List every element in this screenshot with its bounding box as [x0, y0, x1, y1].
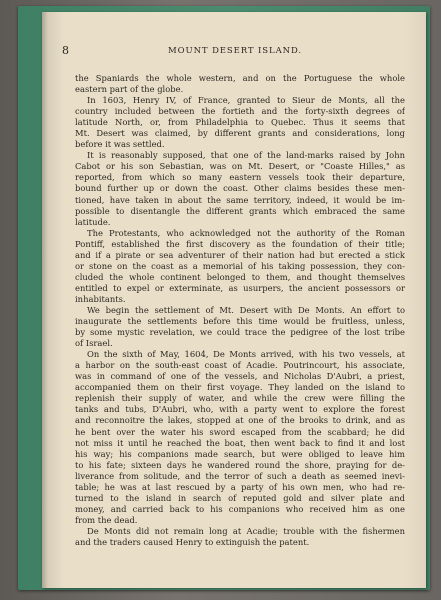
text-line: cluded the whole continent belonged to them, and thought themselves	[75, 271, 405, 282]
text-line: liverance from solitude, and the terror of such a death as seemed inevi-	[75, 470, 405, 481]
paragraph	[75, 526, 405, 548]
text-line: reported, from which so many eastern vessels took their departure,	[75, 172, 405, 183]
text-line: The Protestants, who acknowledged not the authority of the Roman	[87, 227, 405, 238]
text-line: a harbor on the south-east coast of Acadie. Poutrincourt, his associate,	[75, 360, 405, 371]
text-line: money, and carried back to his companions who received him as one	[75, 503, 405, 514]
text-line: was in command of one of the vessels, and Nicholas D'Aubri, a priest,	[75, 371, 405, 382]
paragraph	[75, 228, 405, 305]
book-page	[42, 12, 426, 588]
text-line: inhabitants.	[75, 293, 126, 304]
text-line: latitude North, or, from Philadelphia to Quebec. Thus it seems that	[75, 117, 405, 128]
text-line: from the dead.	[75, 514, 138, 525]
text-line: by some mystic revelation, we could trace the pedigree of the lost tribe	[75, 327, 405, 338]
text-line: tioned, have taken in about the same territory, indeed, it would be im-	[75, 194, 405, 205]
paragraph	[75, 73, 405, 95]
text-line: It is reasonably supposed, that one of the land-marks raised by John	[87, 150, 405, 161]
paragraph	[75, 150, 405, 227]
text-line: to his fate; sixteen days he wandered round the shore, praying for de-	[75, 459, 405, 470]
running-title: MOUNT DESERT ISLAND.	[168, 46, 302, 56]
text-line: Cabot or his son Sebastian, was on Mt. Desert, or "Coaste Hilles," as	[75, 161, 405, 172]
paragraph	[75, 95, 405, 150]
text-line: not miss it until he reached the boat, then went back to find it and lost	[75, 437, 405, 448]
text-line: inaugurate the settlements before this time would be fruitless, unless,	[75, 316, 405, 327]
text-line: tanks and tubs, D'Aubri, who, with a party went to explore the forest	[75, 404, 405, 415]
text-line: possible to disentangle the different grants which embraced the same	[75, 205, 405, 216]
text-line: replenish their supply of water, and while the crew were filling the	[75, 393, 405, 404]
text-line: We begin the settlement of Mt. Desert with De Monts. An effort to	[87, 304, 405, 315]
text-line: latitude.	[75, 216, 111, 227]
text-line: On the sixth of May, 1604, De Monts arrived, with his two vessels, at	[87, 349, 405, 360]
text-line: of Israel.	[75, 338, 113, 349]
text-line: De Monts did not remain long at Acadie; trouble with the fishermen	[87, 525, 405, 536]
text-line: entitled to expel or exterminate, as usurpers, the ancient possessors or	[75, 282, 405, 293]
text-line: before it was settled.	[75, 139, 165, 150]
text-line: the Spaniards the whole western, and on the Portuguese the whole	[75, 73, 405, 83]
text-line: and reconnoitre the lakes, stopped at one of the brooks to drink, and as	[75, 415, 405, 426]
text-line: accompanied them on their first voyage. They landed on the island to	[75, 382, 405, 393]
page-number: 8	[62, 44, 69, 57]
text-line: table; he was at last rescued by a party of his own men, who had re-	[75, 481, 405, 492]
text-line: In 1603, Henry IV, of France, granted to Sieur de Monts, all the	[87, 95, 405, 106]
text-line: and if a pirate or sea adventurer of their nation had but erected a stick	[75, 249, 405, 260]
text-line: bound further up or down the coast. Other claims besides these men-	[75, 183, 405, 194]
paragraph	[75, 305, 405, 349]
text-line: his way; his companions made search, but were obliged to leave him	[75, 448, 405, 459]
text-line: or stone on the coast as a memorial of his taking possession, they con-	[75, 260, 405, 271]
text-line: turned to the island in search of reputed gold and silver plate and	[75, 492, 405, 503]
spine-shadow	[42, 12, 48, 588]
body-text	[75, 73, 405, 548]
text-line: Pontiff, established the first discovery as the foundation of their title;	[75, 238, 405, 249]
paragraph	[75, 349, 405, 526]
page-header	[62, 44, 408, 58]
text-line: eastern part of the globe.	[75, 84, 184, 95]
text-line: country included between the fortieth and the forty-sixth degrees of	[75, 106, 405, 117]
text-line: and the traders caused Henry to extinguish the patent.	[75, 536, 310, 547]
text-line: he bent over the water his sword escaped from the scabbard; he did	[75, 426, 405, 437]
text-line: Mt. Desert was claimed, by different grants and considerations, long	[75, 128, 405, 139]
